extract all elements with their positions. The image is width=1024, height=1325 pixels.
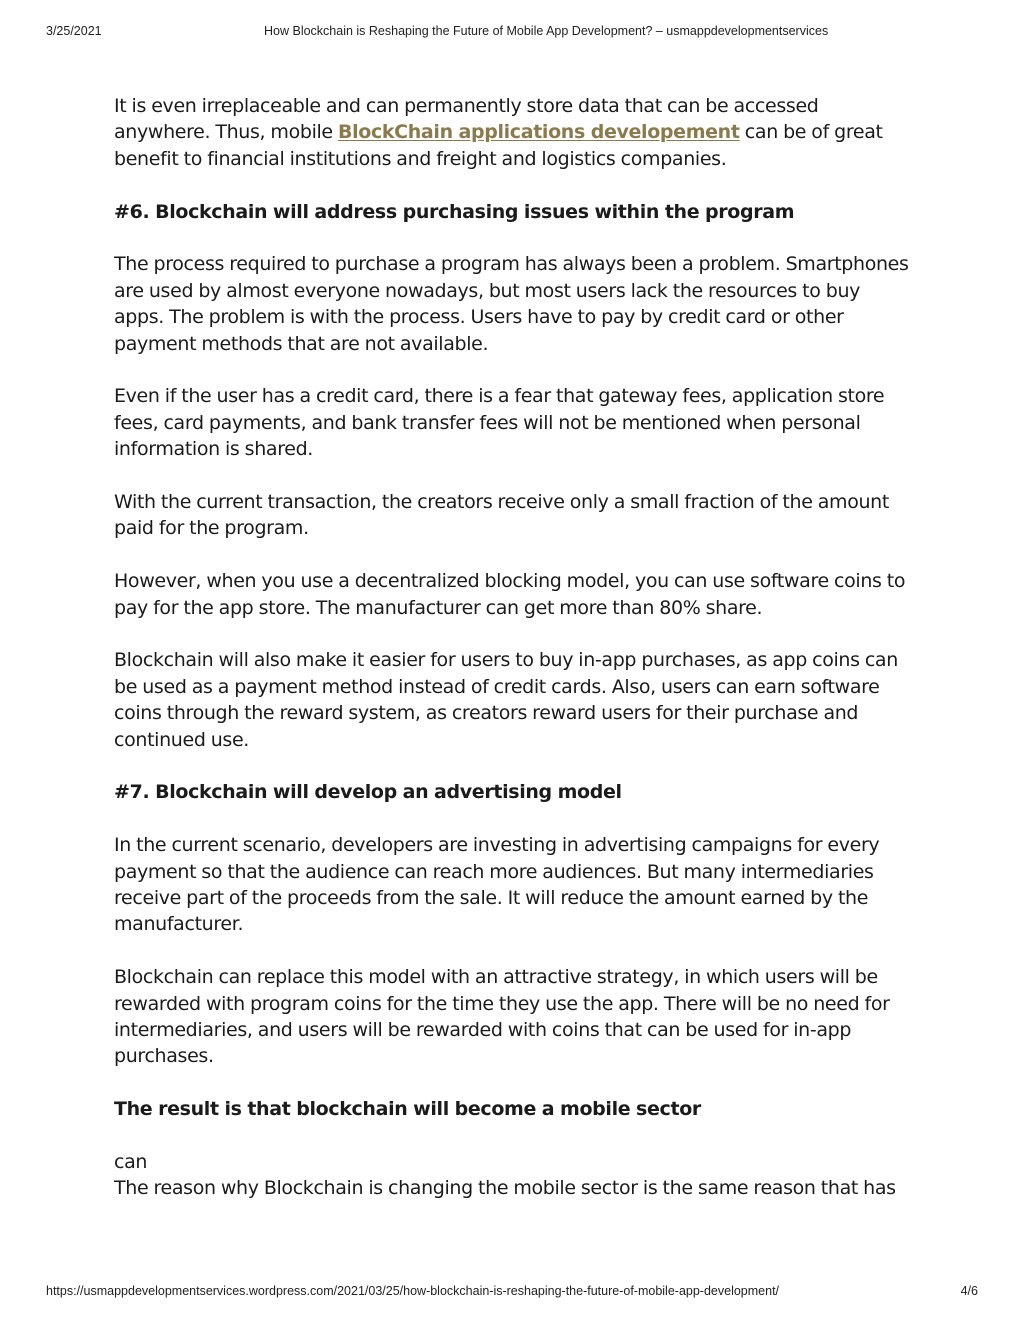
print-footer	[46, 1284, 978, 1300]
heading-section-7: #7. Blockchain will develop an advertising model	[114, 781, 622, 804]
paragraph-reward-strategy: Blockchain can replace this model with an attractive strategy, in which users will be rewarded with program coins for the time they use the app. There will be no need for intermediaries, and users will be rewarded with coins that can be used for in-app purchases.	[114, 966, 890, 1068]
print-header	[46, 24, 978, 40]
paragraph-line: can	[114, 1151, 148, 1174]
paragraph-immutability	[114, 93, 914, 172]
print-url: https://usmappdevelopmentservices.wordpress.com/2021/03/25/how-blockchain-is-reshaping-the-future-of-mobile-app-development/	[46, 1284, 780, 1298]
paragraph-purchase-problem: The process required to purchase a program has always been a problem. Smartphones are used by almost everyone nowadays, but most users lack the resources to buy apps. The problem is with the process. Users have to pay by credit card or other payment methods that are not available.	[114, 253, 909, 355]
paragraph-decentralized-model: However, when you use a decentralized blocking model, you can use software coins to pay for the app store. The manufacturer can get more than 80% share.	[114, 570, 906, 619]
paragraph-text: can be of great benefit to financial institutions and freight and logistics companies.	[114, 121, 883, 170]
paragraph-in-app-purchases: Blockchain will also make it easier for users to buy in-app purchases, as app coins can be used as a payment method instead of credit cards. Also, users can earn software coins through the reward system, as creators reward users for their purchase and continued use.	[114, 649, 898, 751]
paragraph-line: The reason why Blockchain is changing the mobile sector is the same reason that has	[114, 1177, 896, 1200]
article-body	[114, 93, 914, 1228]
page-number: 4/6	[960, 1284, 978, 1298]
print-date: 3/25/2021	[46, 24, 102, 38]
print-page-title: How Blockchain is Reshaping the Future of Mobile App Development? – usmappdevelopmentservices	[264, 24, 829, 38]
heading-result: The result is that blockchain will become a mobile sector	[114, 1098, 701, 1121]
paragraph-advertising-scenario: In the current scenario, developers are investing in advertising campaigns for every payment so that the audience can reach more audiences. But many intermediaries receive part of the proceeds from the sale. It will reduce the amount earned by the manufacturer.	[114, 834, 880, 936]
heading-section-6: #6. Blockchain will address purchasing issues within the program	[114, 200, 795, 223]
paragraph-text: It is even irreplaceable and can permanently store data that can be accessed anywhere. Thus, mobile	[114, 95, 819, 144]
paragraph-conclusion	[114, 1149, 914, 1202]
blockchain-apps-link[interactable]: BlockChain applications developement	[337, 121, 740, 144]
paragraph-credit-card-fear: Even if the user has a credit card, there is a fear that gateway fees, application store fees, card payments, and bank transfer fees will not be mentioned when personal information is shared.	[114, 385, 885, 461]
paragraph-creator-fraction: With the current transaction, the creators receive only a small fraction of the amount paid for the program.	[114, 491, 889, 540]
